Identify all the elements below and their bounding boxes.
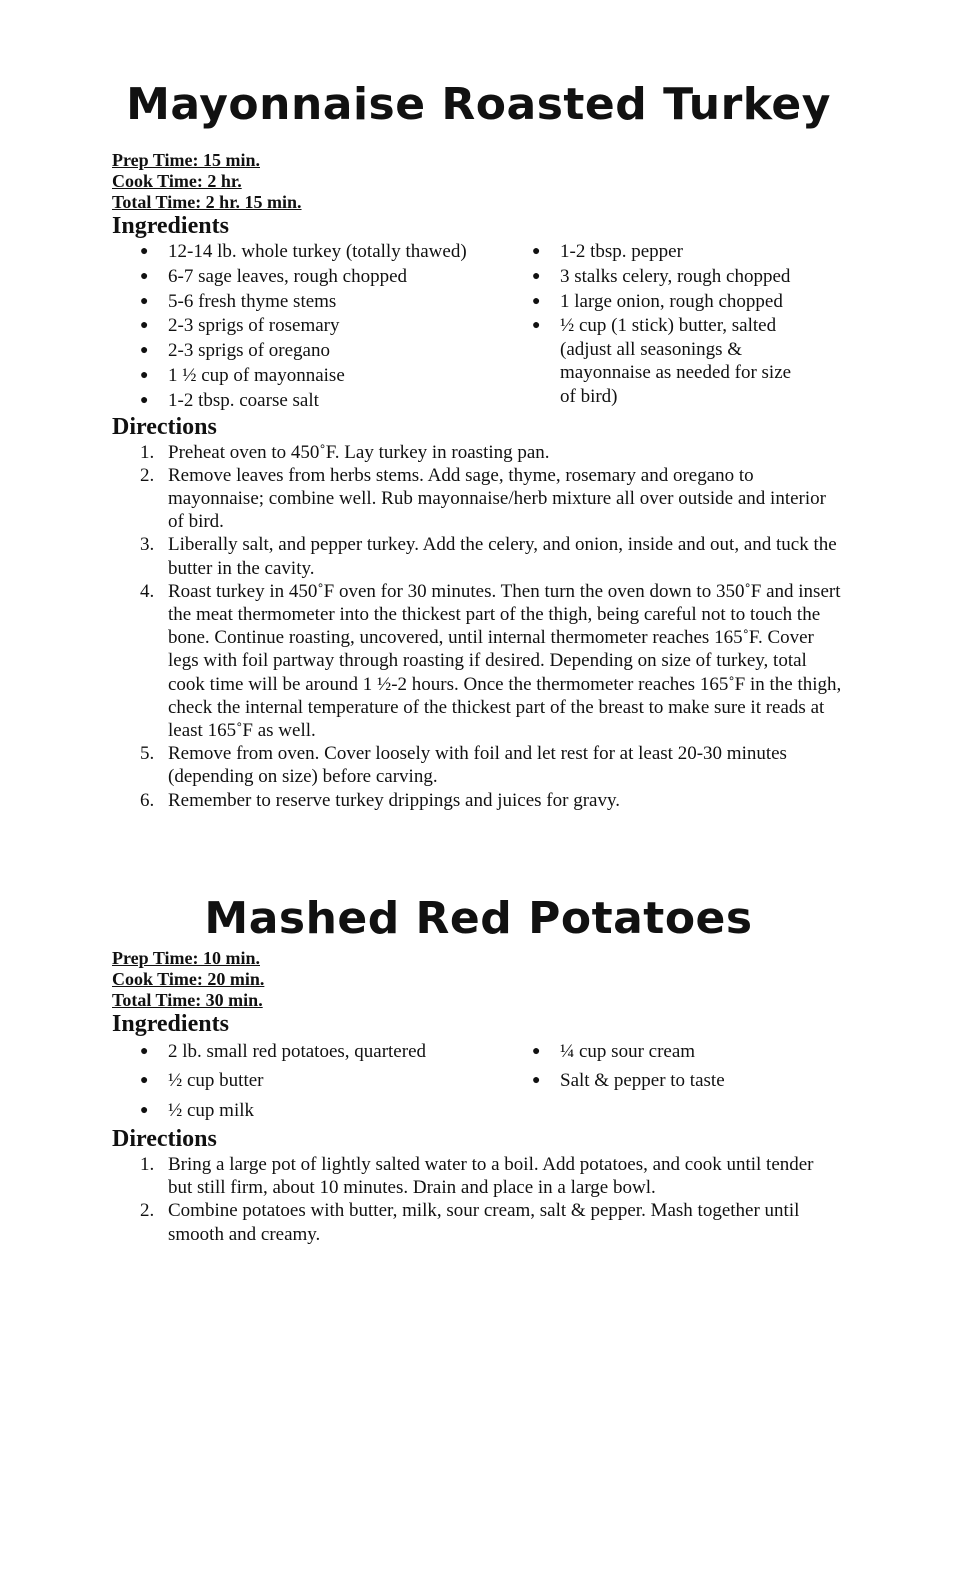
total-time: Total Time: 2 hr. 15 min.: [112, 192, 302, 212]
ingredients-columns: [112, 240, 842, 414]
recipe-title: Mashed Red Potatoes: [204, 893, 753, 944]
ingredients-list-right: [504, 1038, 804, 1126]
step-number: 2.: [140, 1200, 155, 1222]
direction-step: 1. Preheat oven to 450˚F. Lay turkey in roasting pan.: [140, 441, 550, 463]
ingredient-item: ● ½ cup butter: [112, 1067, 504, 1095]
bullet-icon: ●: [140, 1102, 149, 1118]
bullet-icon: ●: [140, 367, 149, 383]
ingredient-item: ● 3 stalks celery, rough chopped: [532, 265, 791, 287]
ingredient-item: ● 2-3 sprigs of oregano: [140, 340, 330, 362]
step-number: 3.: [140, 534, 155, 556]
prep-time: Prep Time: 10 min.: [112, 948, 260, 968]
ingredient-item: ● 6-7 sage leaves, rough chopped: [140, 265, 408, 287]
bullet-icon: ●: [532, 1073, 541, 1089]
ingredient-item: ● ½ cup milk: [112, 1097, 504, 1125]
bullet-icon: ●: [532, 318, 541, 334]
directions-list: [112, 1153, 842, 1246]
directions-heading: Directions: [112, 413, 217, 440]
recipe-turkey: [112, 76, 842, 812]
directions-heading: Directions: [112, 1125, 217, 1152]
step-number: 5.: [140, 743, 155, 765]
ingredients-list-left: [112, 240, 504, 414]
bullet-icon: ●: [140, 1073, 149, 1089]
direction-step: 5. Remove from oven. Cover loosely with foil and let rest for at least 20-30 minutes (depending on size) before carving.: [140, 743, 787, 788]
ingredients-list-right: [504, 240, 804, 414]
bullet-icon: ●: [532, 268, 541, 284]
recipe-title: Mayonnaise Roasted Turkey: [126, 79, 831, 130]
ingredient-item: ● 1-2 tbsp. pepper: [532, 241, 683, 262]
ingredients-columns: [112, 1038, 842, 1126]
bullet-icon: ●: [532, 244, 541, 259]
cook-time: Cook Time: 2 hr.: [112, 171, 242, 191]
ingredients-list-left: [112, 1038, 504, 1126]
bullet-icon: ●: [140, 268, 149, 284]
direction-step: 2. Combine potatoes with butter, milk, sour cream, salt & pepper. Mash together until smooth and creamy.: [140, 1200, 800, 1245]
direction-step: 2. Remove leaves from herbs stems. Add sage, thyme, rosemary and oregano to mayonnaise; combine well. Rub mayonnaise/herb mixture all over outside and interior of bird.: [140, 464, 826, 533]
direction-step: 4. Roast turkey in 450˚F oven for 30 minutes. Then turn the oven down to 350˚F and insert the meat thermometer into the thickest part of the thigh, being careful not to touch the bone. Continue roasting, uncovered, until internal thermometer reaches 165˚F. Cover legs with foil partway through roasting if desired. Depending on size of turkey, total cook time will be around 1 ½-2 hours. Once the thermometer reaches 165˚F in the thigh, check the internal temperature of the thickest part of the breast to make sure it reads at least 165˚F as well.: [140, 580, 842, 742]
ingredient-item: ● 5-6 fresh thyme stems: [140, 290, 337, 312]
bullet-icon: ●: [140, 293, 149, 309]
bullet-icon: ●: [140, 392, 149, 408]
ingredient-item: ● ¼ cup sour cream: [504, 1038, 804, 1066]
step-number: 2.: [140, 464, 155, 486]
directions-list: [112, 441, 842, 812]
direction-step: 6. Remember to reserve turkey drippings and juices for gravy.: [140, 789, 620, 811]
total-time: Total Time: 30 min.: [112, 990, 263, 1010]
bullet-icon: ●: [532, 293, 541, 309]
recipe-times: [112, 150, 842, 213]
ingredients-heading: Ingredients: [112, 213, 229, 239]
ingredient-item: ● 1 ½ cup of mayonnaise: [140, 364, 345, 386]
ingredient-item: ● 1 large onion, rough chopped: [532, 290, 783, 312]
bullet-icon: ●: [140, 318, 149, 334]
ingredient-item: ● 12-14 lb. whole turkey (totally thawed): [140, 241, 467, 262]
step-number: 6.: [140, 789, 155, 811]
ingredient-item: ● 1-2 tbsp. coarse salt: [140, 389, 319, 411]
step-number: 1.: [140, 441, 155, 463]
step-number: 4.: [140, 580, 155, 602]
direction-step: 3. Liberally salt, and pepper turkey. Add the celery, and onion, inside and out, and tuck the butter in the cavity.: [140, 534, 837, 579]
recipe-potatoes: [112, 890, 842, 1246]
ingredient-item: ● 2 lb. small red potatoes, quartered: [112, 1038, 504, 1066]
step-number: 1.: [140, 1153, 155, 1175]
bullet-icon: ●: [140, 1044, 149, 1059]
cook-time: Cook Time: 20 min.: [112, 969, 265, 989]
prep-time: Prep Time: 15 min.: [112, 150, 260, 170]
ingredient-item: ● Salt & pepper to taste: [504, 1067, 804, 1095]
bullet-icon: ●: [532, 1044, 541, 1059]
bullet-icon: ●: [140, 244, 149, 259]
ingredient-item: ● 2-3 sprigs of rosemary: [140, 315, 340, 337]
recipe-times: [112, 948, 842, 1011]
ingredients-heading: Ingredients: [112, 1011, 229, 1037]
bullet-icon: ●: [140, 343, 149, 359]
ingredient-item: ● ½ cup (1 stick) butter, salted (adjust all seasonings & mayonnaise as needed for size of bird): [532, 315, 792, 407]
direction-step: 1. Bring a large pot of lightly salted water to a boil. Add potatoes, and cook until tender but still firm, about 10 minutes. Drain and place in a large bowl.: [140, 1153, 814, 1199]
